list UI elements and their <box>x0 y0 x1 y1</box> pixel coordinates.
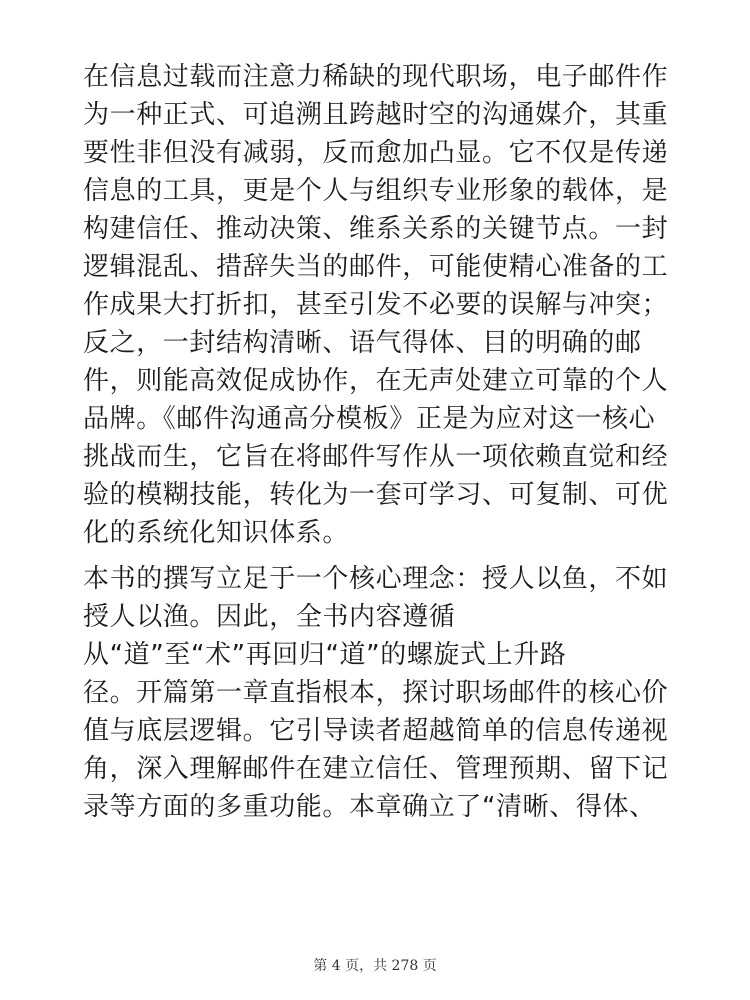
text-line: 逻辑混乱、措辞失当的邮件，可能使精心准备的工 <box>83 252 669 282</box>
text-line: 值与底层逻辑。它引导读者超越简单的信息传递视 <box>83 716 669 746</box>
text-line: 在信息过载而注意力稀缺的现代职场，电子邮件作 <box>83 62 669 92</box>
text-line: 角，深入理解邮件在建立信任、管理预期、留下记 <box>83 754 669 784</box>
text-line: 要性非但没有减弱，反而愈加凸显。它不仅是传递 <box>83 138 669 168</box>
text-line: 构建信任、推动决策、维系关系的关键节点。一封 <box>83 214 669 244</box>
text-line: 信息的工具，更是个人与组织专业形象的载体，是 <box>83 176 669 206</box>
text-line: 反之，一封结构清晰、语气得体、目的明确的邮 <box>83 328 642 358</box>
text-line: 品牌。《邮件沟通高分模板》正是为应对这一核心 <box>83 404 656 434</box>
text-line: 件，则能高效促成协作，在无声处建立可靠的个人 <box>83 366 669 396</box>
text-line: 授人以渔。因此，全书内容遵循 <box>83 602 456 632</box>
text-line: 为一种正式、可追溯且跨越时空的沟通媒介，其重 <box>83 100 669 130</box>
text-line: 作成果大打折扣，甚至引发不必要的误解与冲突； <box>83 290 669 320</box>
text-line: 从“道”至“术”再回归“道”的螺旋式上升路 <box>83 640 567 670</box>
document-body <box>83 58 683 826</box>
text-line: 化的系统化知识体系。 <box>83 518 350 548</box>
paragraph-1 <box>83 58 683 552</box>
text-line: 录等方面的多重功能。本章确立了“清晰、得体、 <box>83 792 656 822</box>
paragraph-gap <box>83 552 683 560</box>
text-line: 本书的撰写立足于一个核心理念：授人以鱼，不如 <box>83 564 669 594</box>
text-line: 挑战而生，它旨在将邮件写作从一项依赖直觉和经 <box>83 442 669 472</box>
text-line: 验的模糊技能，转化为一套可学习、可复制、可优 <box>83 480 669 510</box>
page-number-footer: 第 4 页，共 278 页 <box>313 958 437 974</box>
paragraph-2 <box>83 560 683 826</box>
text-line: 径。开篇第一章直指根本，探讨职场邮件的核心价 <box>83 678 669 708</box>
